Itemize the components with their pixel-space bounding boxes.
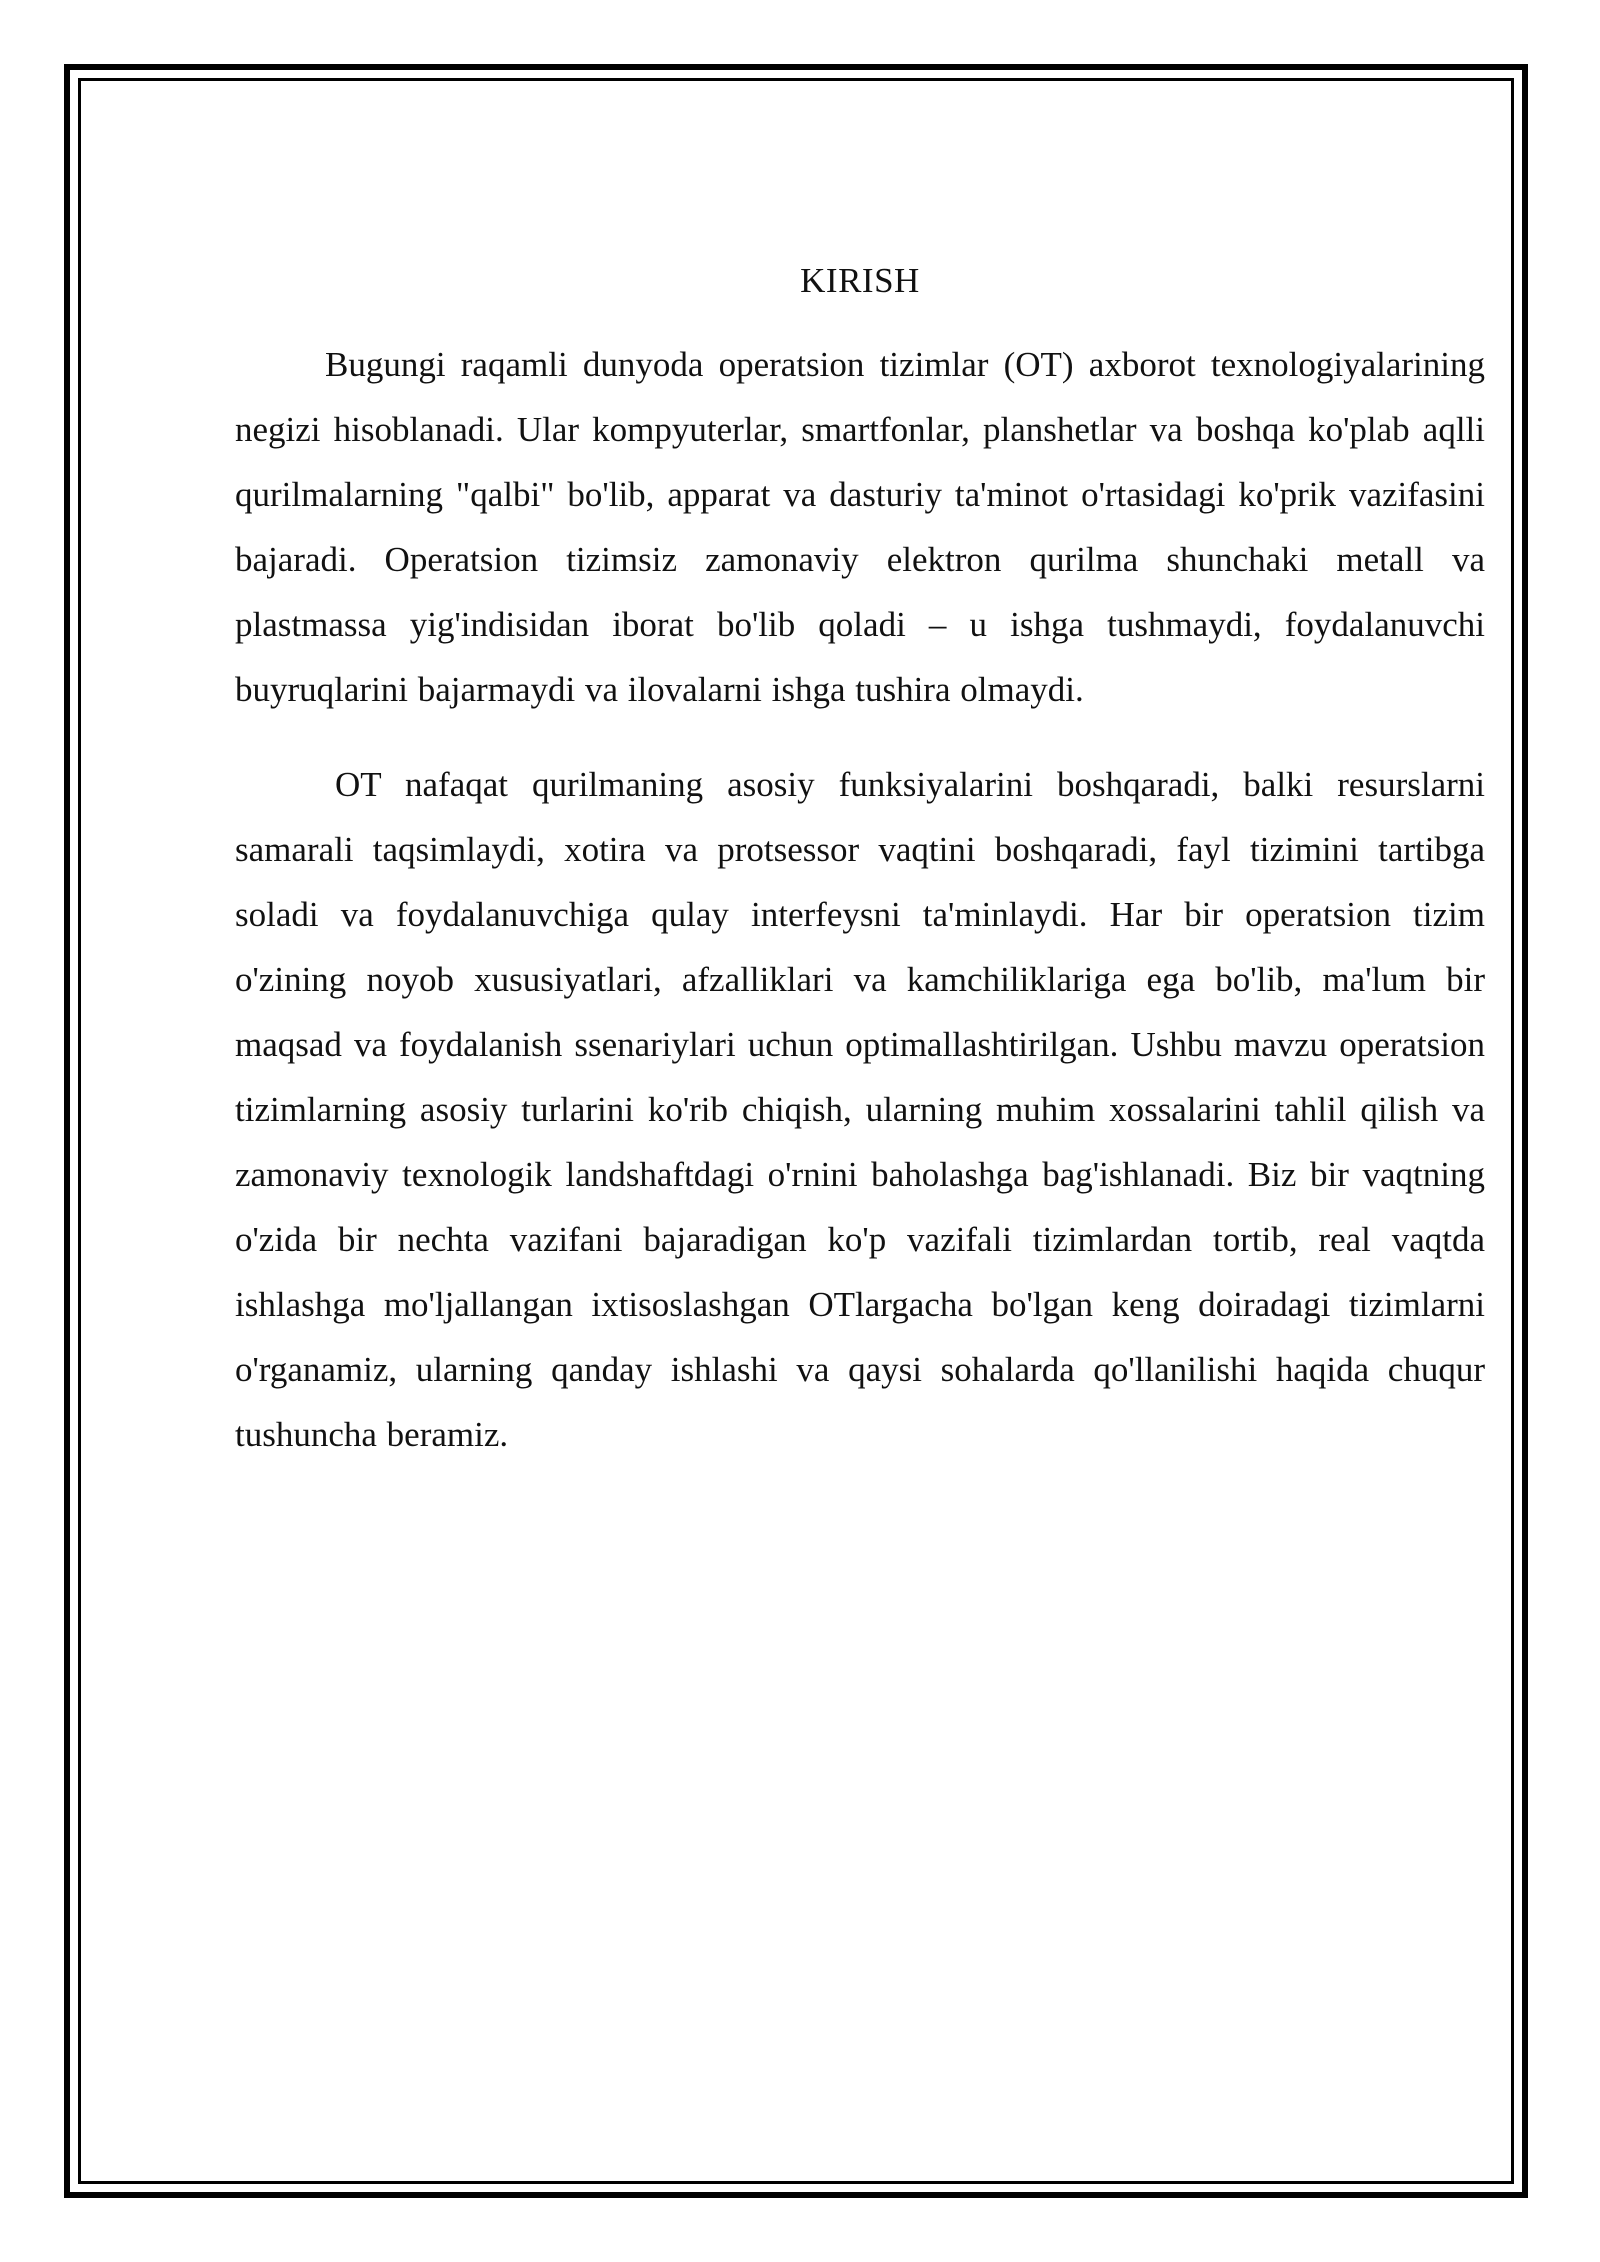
document-body (235, 256, 1485, 1497)
page-title: KIRISH (800, 261, 920, 300)
paragraph-intro: Bugungi raqamli dunyoda operatsion tizimlar (OT) axborot texnologiyalarining negizi hisoblanadi. Ular kompyuterlar, smartfonlar, planshetlar va boshqa ko'plab aqlli qurilmalarning "qalbi" bo'lib, apparat va dasturiy ta'minot o'rtasidagi ko'prik vazifasini bajaradi. Operatsion tizimsiz zamonaviy elektron qurilma shunchaki metall va plastmassa yig'indisidan iborat bo'lib qoladi – u ishga tushmaydi, foydalanuvchi buyruqlarini bajarmaydi va ilovalarni ishga tushira olmaydi. (235, 345, 1485, 709)
paragraph-os-functions: OT nafaqat qurilmaning asosiy funksiyalarini boshqaradi, balki resurslarni samarali taqsimlaydi, xotira va protsessor vaqtini boshqaradi, fayl tizimini tartibga soladi va foydalanuvchiga qulay interfeysni ta'minlaydi. Har bir operatsion tizim o'zining noyob xususiyatlari, afzalliklari va kamchiliklariga ega bo'lib, ma'lum bir maqsad va foydalanish ssenariylari uchun optimallashtirilgan. Ushbu mavzu operatsion tizimlarning asosiy turlarini ko'rib chiqish, ularning muhim xossalarini tahlil qilish va zamonaviy texnologik landshaftdagi o'rnini baholashga bag'ishlanadi. Biz bir vaqtning o'zida bir nechta vazifani bajaradigan ko'p vazifali tizimlardan tortib, real vaqtda ishlashga mo'ljallangan ixtisoslashgan OTlargacha bo'lgan keng doiradagi tizimlarni o'rganamiz, ularning qanday ishlashi va qaysi sohalarda qo'llanilishi haqida chuqur tushuncha beramiz. (235, 765, 1485, 1454)
